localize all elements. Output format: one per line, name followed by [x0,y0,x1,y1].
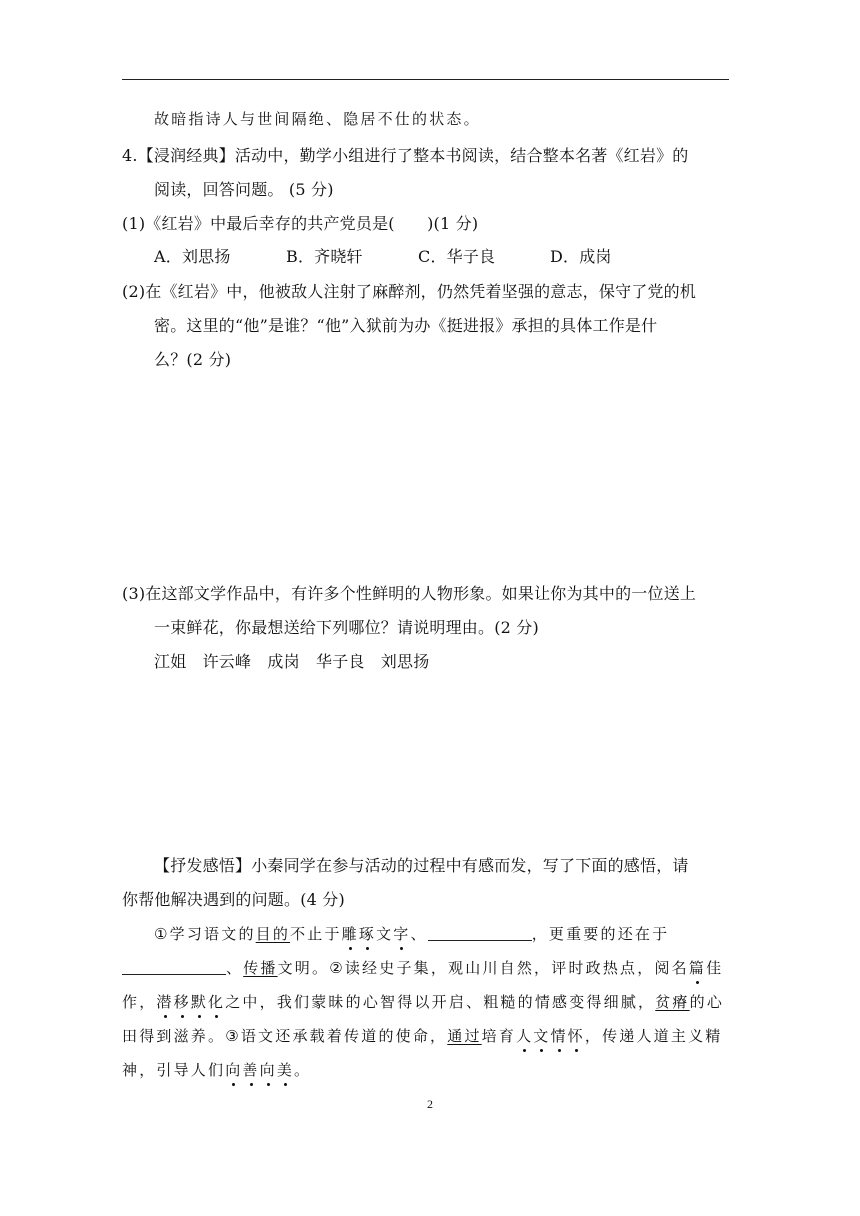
previous-answer-tail: 故暗指诗人与世间隔绝、隐居不仕的状态。 [154,110,481,128]
reflection-paragraph-line-2 [122,957,723,979]
text-run: 作， [122,993,157,1011]
text-run: 。 [294,1061,312,1079]
dotted-char: 向 [225,1061,243,1079]
dotted-char: 文 [533,1027,551,1045]
dotted-char: 字 [393,925,411,943]
dotted-char: 琢 [358,925,377,943]
dotted-char: 怀 [567,1027,585,1045]
option-a: A．刘思扬 [154,247,231,266]
option-d: D．成岗 [550,247,612,266]
dotted-char: 移 [173,993,191,1011]
underlined-word-pinji: 贫瘠 [655,993,690,1011]
dotted-char: 雕 [341,925,359,943]
text-run: 不止于 [290,925,342,943]
underlined-word-tongguo: 通过 [447,1027,482,1045]
option-b: B．齐晓轩 [286,247,363,266]
fill-blank-1[interactable] [428,926,532,941]
subquestion-2-line-2: 密。这里的“他”是谁？“他”入狱前为办《挺进报》承担的具体工作是什 [154,316,658,335]
subquestion-1-stem: (1)《红岩》中最后幸存的共产党员是( )(1 分) [122,214,479,233]
subquestion-3-line-2: 一束鲜花，你最想送给下列哪位？请说明理由。(2 分) [154,618,539,637]
header-rule [122,79,729,80]
reflection-paragraph-line-3 [122,991,724,1013]
reflection-title-cont: 你帮他解决遇到的问题。(4 分) [122,890,345,909]
text-run: ①学习语文的 [154,925,256,943]
text-run: 文明。②读经史子集，观山川自然，评时政热点，阅名 [277,959,689,977]
dotted-char: 潜 [156,993,174,1011]
text-run: 、 [410,925,428,943]
text-run: ，传递人道主义精 [584,1027,723,1045]
dotted-char: 向 [259,1061,277,1079]
subquestion-2-line-1: (2)在《红岩》中，他被敌人注射了麻醉剂，仍然凭着坚强的意志，保守了党的机 [122,282,697,301]
text-run: 的心 [689,993,725,1011]
text-run: 神，引导人们 [122,1061,226,1079]
page-number: 2 [427,1097,433,1111]
question-4-title: 4.【浸润经典】活动中，勤学小组进行了整本书阅读，结合整本名著《红岩》的 [122,146,689,165]
text-run: 文 [376,925,394,943]
dotted-char: 善 [242,1061,260,1079]
reflection-title: 【抒发感悟】小秦同学在参与活动的过程中有感而发，写了下面的感悟，请 [154,856,689,875]
underlined-word-mudi: 目的 [255,925,291,943]
underlined-word-chuanbo: 传播 [243,959,278,977]
subquestion-3-line-1: (3)在这部文学作品中，有许多个性鲜明的人物形象。如果让你为其中的一位送上 [122,584,697,603]
dotted-char: 人 [516,1027,534,1045]
text-run: 田得到滋养。③语文还承载着传道的使命， [122,1027,448,1045]
option-c: C．华子良 [418,247,496,266]
subquestion-3-names: 江姐 许云峰 成岗 华子良 刘思扬 [154,652,430,671]
reflection-paragraph-line-1 [154,923,669,945]
reflection-paragraph-line-4 [122,1025,722,1047]
text-run: 、 [226,959,244,977]
dotted-char: 情 [550,1027,568,1045]
subquestion-2-line-3: 么？(2 分) [154,350,232,369]
fill-blank-2[interactable] [122,960,226,975]
dotted-char: 篇 [688,959,707,977]
text-run: 培育 [481,1027,517,1045]
dotted-char: 化 [208,993,226,1011]
dotted-char: 美 [276,1061,295,1079]
reflection-paragraph-line-5 [122,1059,311,1081]
text-run: ，更重要的还在于 [531,925,670,943]
text-run: 佳 [706,959,724,977]
subquestion-1-options [154,246,612,268]
question-4-title-cont: 阅读，回答问题。 (5 分) [154,180,334,199]
text-run: 之中，我们蒙昧的心智得以开启、粗糙的情感变得细腻， [225,993,656,1011]
dotted-char: 默 [190,993,209,1011]
